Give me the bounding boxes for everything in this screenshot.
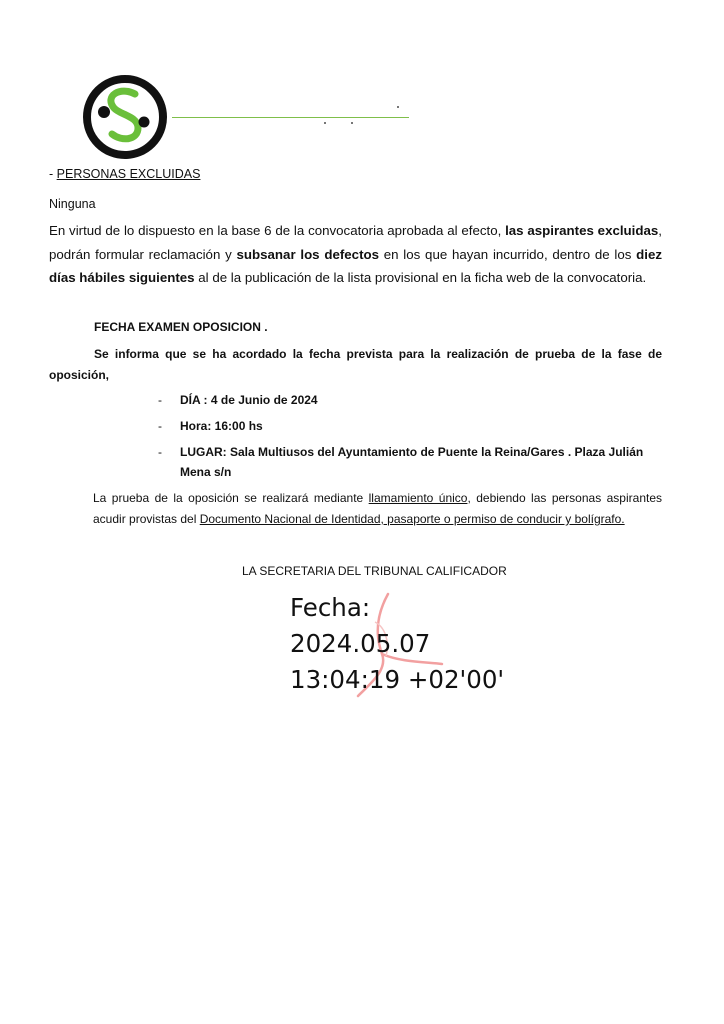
exam-details-list (158, 390, 663, 488)
exam-day: - DÍA : 4 de Junio de 2024 (158, 393, 318, 407)
exam-title: FECHA EXAMEN OPOSICION . (94, 320, 268, 334)
exam-time: - Hora: 16:00 hs (158, 419, 263, 433)
organization-s-logo-icon (80, 72, 170, 162)
exam-place: - LUGAR: Sala Multiusos del Ayuntamiento de Puente la Reina/Gares . Plaza Julián Mena s/n (158, 445, 644, 479)
signature-time: 13:04:19 +02'00' (290, 665, 505, 694)
scan-specks (320, 104, 410, 128)
claim-paragraph: En virtud de lo dispuesto en la base 6 de la convocatoria aprobada al efecto, las aspirantes excluidas, podrán formular reclamación y subsanar los defectos en los que hayan incurrido, dentro de los diez días hábiles siguientes al de la publicación de la lista provisional en la ficha web de la convocatoria. (49, 223, 662, 285)
excluded-section-title: - PERSONAS EXCLUIDAS (49, 167, 201, 181)
signature-label: Fecha: (290, 593, 371, 622)
secretary-line: LA SECRETARIA DEL TRIBUNAL CALIFICADOR (242, 564, 507, 578)
call-paragraph: La prueba de la oposición se realizará mediante llamamiento único, debiendo las personas aspirantes acudir provistas del Documento Nacional de Identidad, pasaporte o permiso de conducir y bolígrafo. (93, 491, 662, 526)
exam-info: Se informa que se ha acordado la fecha prevista para la realización de prueba de la fase de oposición, (49, 347, 662, 382)
excluded-value: Ninguna (49, 197, 96, 211)
signature-date: 2024.05.07 (290, 629, 431, 658)
digital-signature (290, 590, 504, 698)
